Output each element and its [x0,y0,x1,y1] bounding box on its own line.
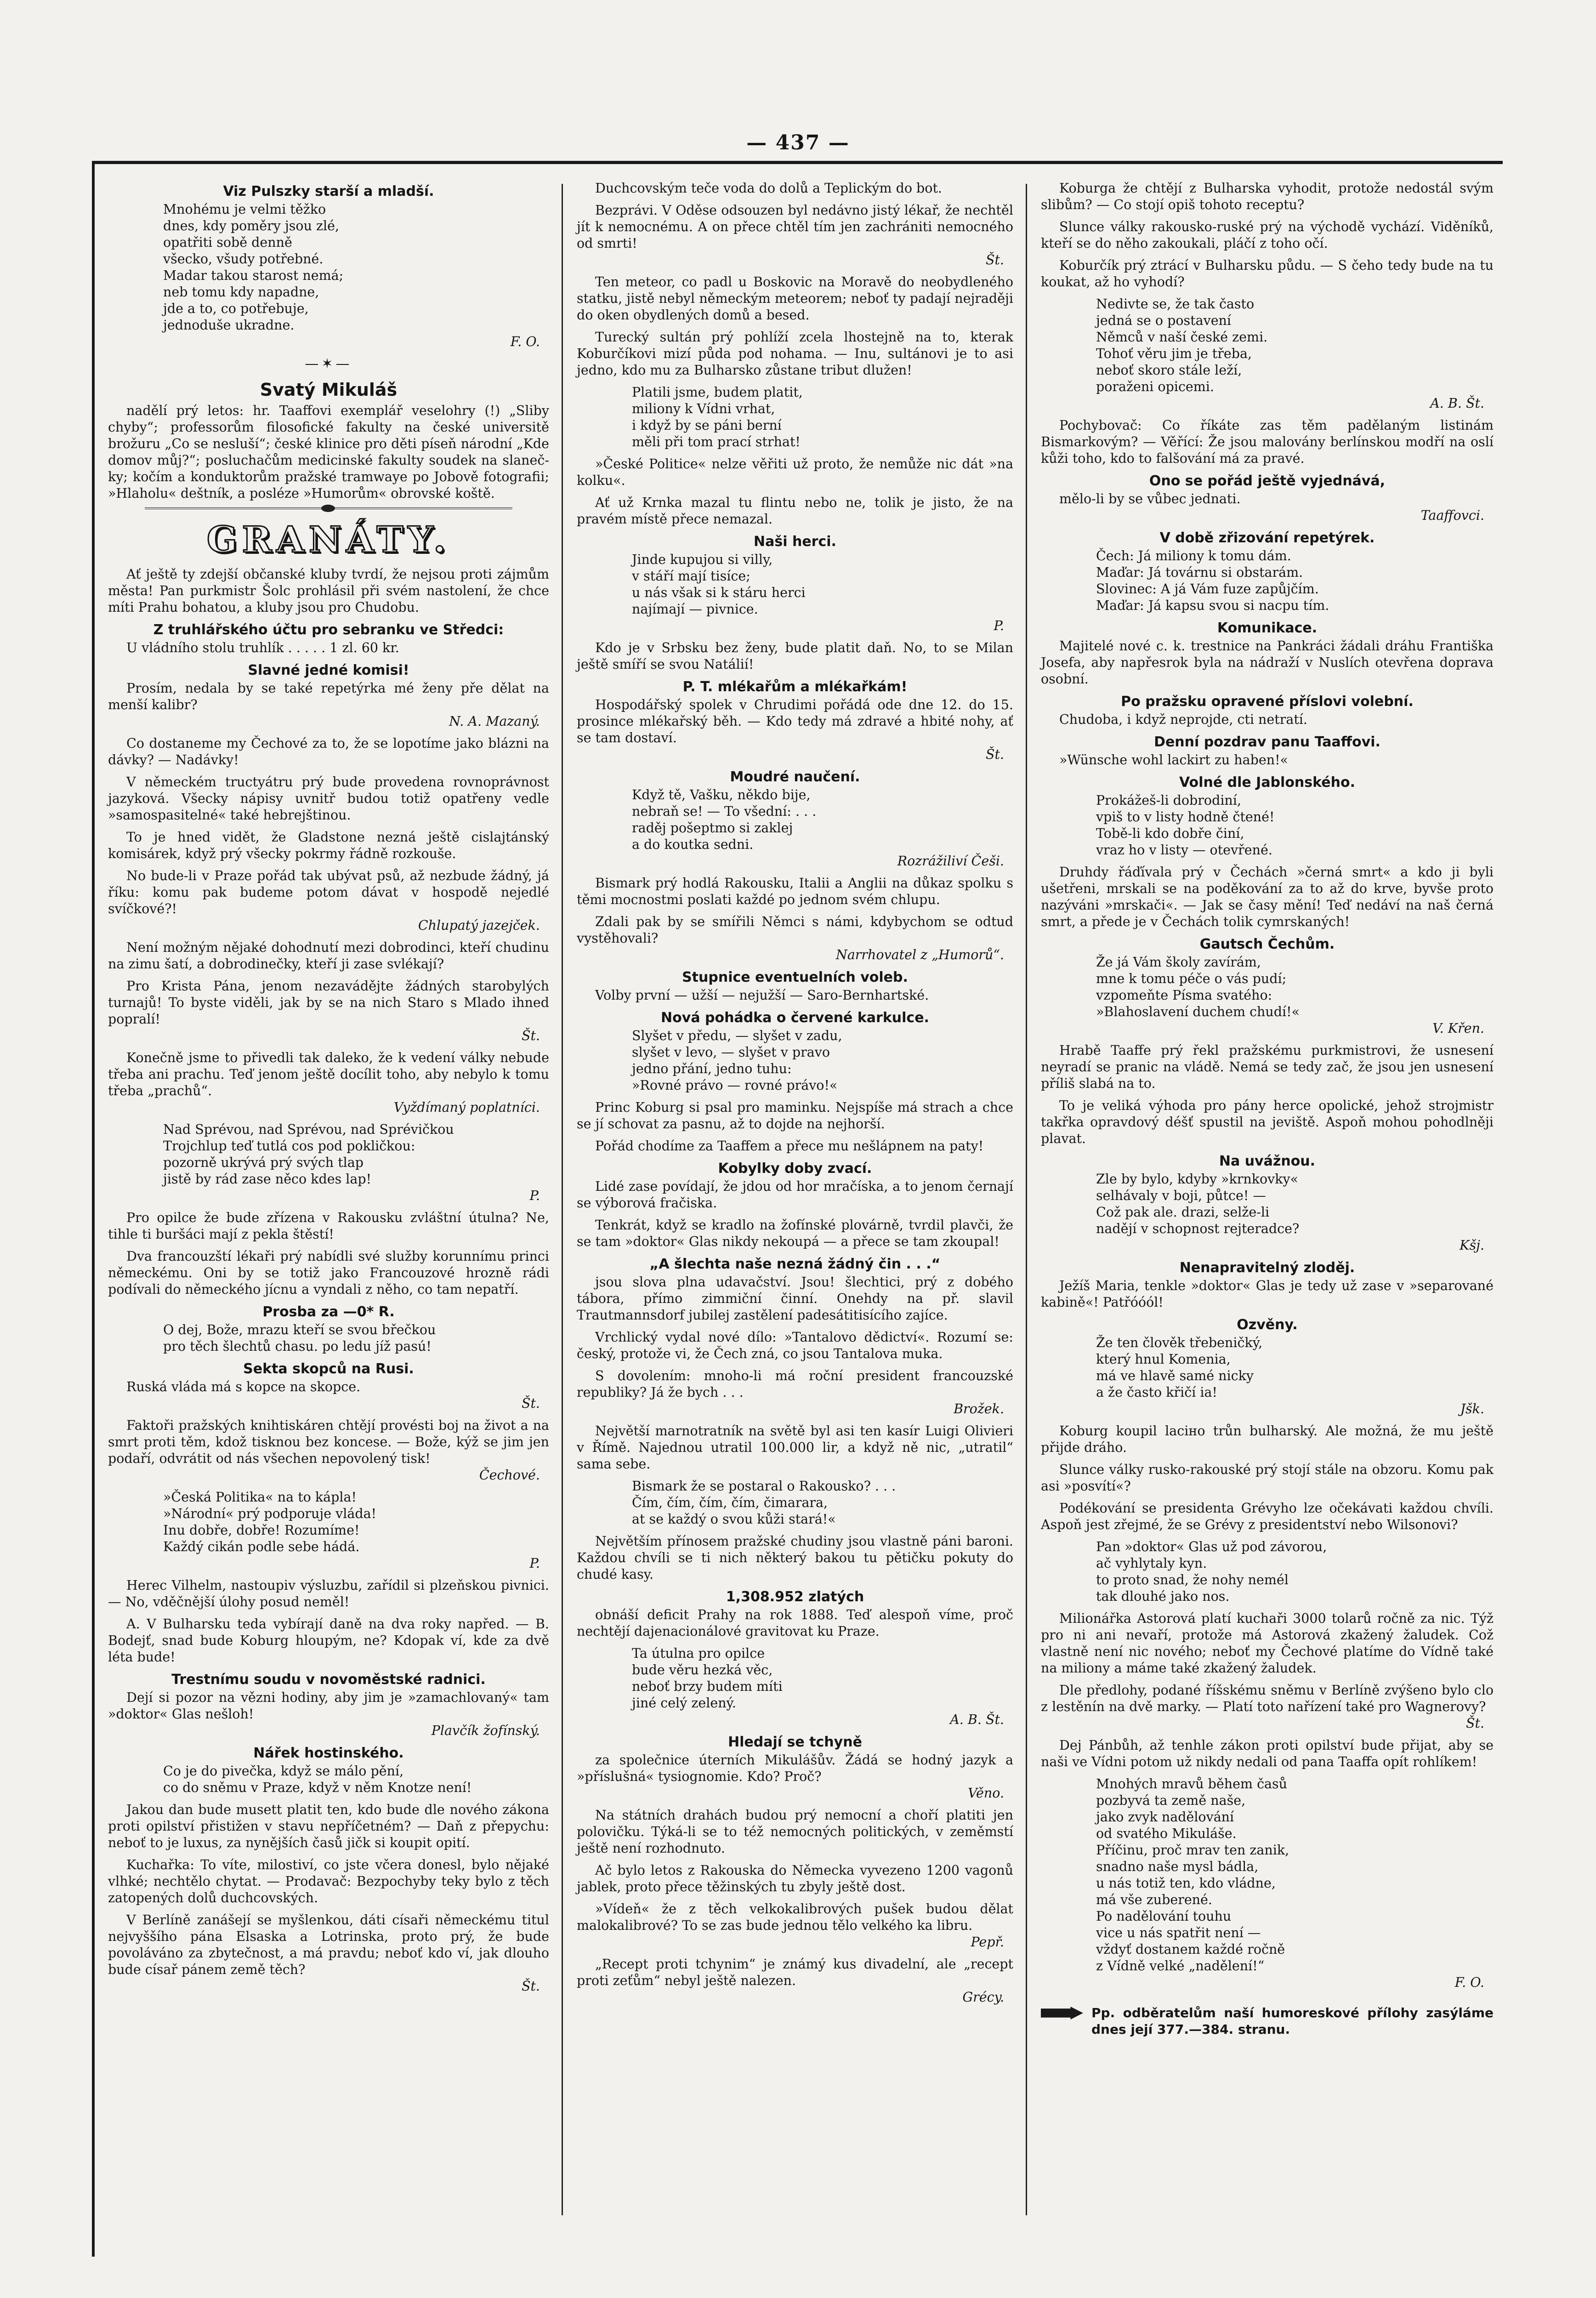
article-text: Dle předlohy, podané říšskému sněmu v Berlíně zvýšeno bylo clo z lestěnín na dvě marky. — Platí toto nařízení také pro Wagnerovy? [1041,1683,1494,1714]
article-text: Není možným nějaké dohodnutí mezi dobrodinci, kteří chudinu na zimu šatí, a dobrodinečky, kteří ji zase svlékají? [108,940,549,972]
article-item [577,1368,1013,1417]
article-item [1041,180,1494,213]
article-verse: Čech: Já miliony k tomu dám. Maďar: Já továrnu si obstarám. Slovinec: A já Vám fuze zapůjčím. Maďar: Já kapsu svou si nacpu tím. [1096,548,1329,613]
pointing-hand-icon [1041,2007,1083,2019]
article-text: Hrabě Taaffe prý řekl pražskému purkmistrovi, že usnesení neyradí se pranic na vládě. Nemá se tedy zač, že jsou jen usnesení příliš slabá na to. [1041,1043,1494,1091]
article-text: Druhdy řáďívala prý v Čechách »černá smrt« a kdo ji byli ušetřeni, mrskali se na poděkování za to až do krve, byvše proto nazýváni »mrskači«. — Jak se časy mění! Teď nedáví na naš černá smrt, a přede je v Čechách tolik cymrskaných! [1041,865,1494,929]
article-item [577,180,1013,197]
article-text: jsou slova plna udavačství. Jsou! šlechtici, prý z dobého tábora, přímo zimmiční činní. Onehdy na př. slavil Trautmannsdorf jubilej zastělení padesátitisícího zajíce. [577,1274,1013,1323]
article-signature: Brožek. [954,1401,1004,1416]
article-text: Prosím, nedala by se také repetýrka mé ženy pře dělat na menší kalibr? [108,681,549,712]
article-text: Konečně jsme to přivedli tak daleko, že k vedení války nebude třeba ani prachu. Teď jenom ještě docílit toho, aby nebylo k tomu třeba „prachů“. [108,1050,549,1098]
article-heading: Viz Pulszky starší a mladší. [223,183,434,199]
article-text: Jakou dan bude musett platit ten, kdo bude dle nového zákona proti opilství přistižen v stavu nepříčetném? — Daň z přepychu: neboť to je luxus, za nynějších časů jičk si koupit opití. [108,1802,549,1850]
article-text: Chudoba, i když neprojde, cti netratí. [1059,712,1307,727]
article-text: Bismark prý hodlá Rakousku, Italii a Anglii na důkaz spolku s těmi mocnostmi poslati každé po jednom svém chlupu. [577,876,1013,907]
article-text: Největší marnotratník na světě byl asi ten kasír Luigi Olivieri v Římě. Najednou utratil 100.000 lir, a když ně nic, „utratil“ sama sebe. [577,1423,1013,1472]
article-item [108,939,549,973]
article-verse: Platili jsme, budem platit, miliony k Vídni vrhat, i když by se páni berní měli při tom prací strhat! [632,385,803,449]
article-signature: A. B. Št. [1430,396,1484,411]
article-text: Dva francouzští lékaři prý nabídli své služby korunnímu princi německému. Oni by se totiž jako Francouzové hrozně rádi podívali do německého jícnu a vyndali z něho, co tam nepatří. [108,1249,549,1297]
article-verse: Mnohému je velmi těžko dnes, kdy poměry jsou zlé, opatřiti sobě denně všecko, všudy potřebné. Madar takou starost nemá; neb tomu kdy napadne, jde a to, co potřebuje, jednoduše ukradne. [163,202,344,333]
article-text: Turecký sultán prý pohlíží zcela lhostejně na to, kterak Koburčíkovi mizí půda pod nohama. — Inu, sultánovi je to asi jedno, kdo mu za Bulharsko zůstane tribut dlužen! [577,330,1013,378]
article-signature: Taaffovci. [1420,508,1484,523]
article-text: Lidé zase povídají, že jdou od hor mračíska, a to jenom černají se výborová fračiska. [577,1179,1013,1211]
article-text: Milionářka Astorová platí kuchaři 3000 tolarů ročně za nic. Týž pro ni ani nevaří, protože má Astorová zkažený žaludek. Což vlastně není nic nového; neboť my Čechové platíme do Vídně také na miliony a máme také zkažený žaludek. [1041,1611,1494,1676]
article-signature: A. B. Št. [950,1712,1004,1727]
article-item [108,978,549,1044]
article-item [1041,257,1494,290]
article-item [577,1645,1013,1728]
article-text: S dovolením: mnoho-li má roční president francouzské republiky? Já že bych . . . [577,1368,1013,1400]
article-verse: Jinde kupujou si villy, v stáří mají tisíce; u nás však si k stáru herci najímají — pivnice. [632,552,806,617]
article-text: Tenkrát, když se kradlo na žofínské plovárně, tvrdil plavči, že se tam »doktor« Glas nikdy nekoupá — a přece se tam zkoupal! [577,1217,1013,1249]
article-heading: Slavné jedné komisi! [248,662,409,678]
article-signature: Pepř. [971,1934,1004,1950]
article-item [577,678,1013,763]
article-item [1041,2005,1494,2038]
article-item [108,1210,549,1243]
article-text: Vrchlický vydal nové dílo: »Tantalovo dědictví«. Rozumí se: český, protože vi, že Čech zná, co jsou Tantalova muka. [577,1330,1013,1361]
article-verse: Nad Sprévou, nad Sprévou, nad Sprévičkou Trojchlup teď tutlá cos pod pokličkou: pozorně ukrývá prý svých tlap jistě by rád zase něco kdes lap! [163,1122,454,1187]
article-item [1041,864,1494,930]
article-item [577,1956,1013,2006]
article-text: mělo-li by se vůbec jednati. [1059,491,1241,506]
article-item [108,662,549,730]
article-text: A. V Bulharsku teda vybírají daně na dva roky napřed. — B. Bodejť, snad bude Koburg hloupým, ne? Kdopak ví, kde za dvě léta bude! [108,1616,549,1665]
article-text: »České Politice« nelze věřiti už proto, že nemůže nic dát »na kolku«. [577,456,1013,488]
article-item [577,1160,1013,1212]
article-heading: Denní pozdrav panu Taaffovi. [1154,734,1380,750]
article-item [577,969,1013,1004]
article-item [577,1901,1013,1951]
article-item [577,1009,1013,1094]
article-signature: Grécy. [962,1990,1004,2005]
article-verse: Když tě, Vašku, někdo bije, nebraň se! — To všední: . . . raděj pošeptmo si zaklej a do koutka sedni. [632,787,817,852]
article-item [1041,1610,1494,1677]
article-item [577,533,1013,634]
article-heading: Ono se pořád ještě vyjednává, [1149,473,1386,489]
article-item [577,1138,1013,1155]
article-text: Ač bylo letos z Rakouska do Německa vyvezeno 1200 vagonů jablek, proto přece těžinských tu zbyly ještě dost. [577,1863,1013,1894]
article-heading: Volné dle Jablonského. [1179,774,1355,791]
article-signature: P. [529,1556,540,1571]
article-text: Slunce války rakousko-ruské prý na východě vychází. Viděníků, kteří se do něho zakoukali, pláčí z toho očí. [1041,219,1494,251]
article-item [1041,620,1494,688]
article-item [1041,296,1494,412]
article-item [577,202,1013,268]
article-item [577,329,1013,379]
article-verse: Nedivte se, že tak často jedná se o postavení Němců v naší české zemi. Tohoť věru jim je třeba, neboť skoro stále leží, poraženi opicemi. [1096,296,1268,394]
article-item [108,1489,549,1572]
article-text: Princ Koburg si psal pro maminku. Nejspíše má strach a chce se jí schovat za pasnu, až to dojde na nejhorší. [577,1100,1013,1132]
article-text: Ať ještě ty zdejší občanské kluby tvrdí, že nejsou proti zájmům města! Pan purkmistr Šolc prohlásil při svém nastolení, že chce míti Prahu bohatou, a kluby jsou pro Chudobu. [108,567,549,615]
article-verse: Co je do pivečka, když se málo pění, co do sněmu v Praze, když v něm Knotze není! [163,1763,472,1795]
article-signature: N. A. Mazaný. [449,714,540,729]
article-item [108,507,549,561]
article-item [577,274,1013,324]
article-heading: Naši herci. [754,534,836,550]
column-2 [577,180,1013,2011]
article-item [577,456,1013,489]
article-item [577,384,1013,450]
column-rule [1026,184,1027,2215]
article-signature: Plavčík žofínský. [431,1723,540,1738]
article-item [108,1671,549,1739]
column-rule [562,184,563,2215]
ornament-divider: —✶— [305,356,352,372]
article-text: Dejí si pozor na vězni hodiny, aby jim je »zamachlovaný« tam »doktor« Glas nešloh! [108,1690,549,1722]
article-text: »Vídeň« že z těch velkokalibrových pušek budou dělat malokalibrové? To se zas bude jednou tělo velkého ka libru. [577,1901,1013,1933]
article-heading: Nenapravitelný zloděj. [1179,1260,1355,1276]
article-text: nadělí prý letos: hr. Taaffovi exemplář veselohry (!) „Sliby chyby“; professorům filosofické fakulty na české universitě brožuru „Co se nesluší“; české klinice pro děti píseň národní „Kde domov můj?“; posluchačům medicinské fakulty soudek na slanečky; kočím a konduktorům pražské tramwaye po Jobově fotografii; »Hlaholu« deštník, a posléze »Humorům« obrovské koště. [108,403,549,501]
article-text: Pro Krista Pána, jenom nezavádějte žádných starobylých turnajů! To byste viděli, jak by se na nich Staro s Mlado ihned popralí! [108,978,549,1027]
article-item [577,1329,1013,1362]
article-signature: Št. [521,1396,540,1411]
column-1 [108,180,549,2000]
article-verse: »Česká Politika« na to kápla! »Národní« prý podporuje vláda! Inu dobře, dobře! Rozumíme! Každý cikán podle sebe hádá. [163,1490,377,1554]
article-text: Duchcovským teče voda do dolů a Teplickým do bot. [595,181,942,196]
article-text: Pochybovač: Co říkáte zas těm padělaným listinám Bismarkovým? — Věřící: Že jsou malovány berlínskou modří na oslí kůži toho, kdo to falšování má za pravé. [1041,418,1494,466]
article-item [108,1616,549,1666]
article-item [1041,219,1494,252]
article-heading: Gautsch Čechům. [1199,936,1335,952]
article-signature: V. Křen. [1432,1021,1484,1036]
article-item [577,875,1013,908]
article-heading: V době zřizování repetýrek. [1159,530,1375,546]
article-text: Pořád chodíme za Taaffem a přece mu nešlápnem na paty! [595,1138,984,1154]
article-item [577,1862,1013,1895]
article-item [108,1360,549,1412]
article-item [108,1303,549,1355]
article-heading: Trestnímu soudu v novoměstské radnici. [171,1672,486,1688]
article-signature: Jšk. [1460,1401,1484,1416]
article-text: Faktoři pražských knihtiskáren chtějí provésti boj na život a na smrt proti těm, kdož tisknou bez koncese. — Bože, kýž se jim jen podaří, odvrátit od nás všechen nepovolený tisk! [108,1418,549,1466]
article-verse: Že já Vám školy zavírám, mne k tomu péče o vás pudí; vzpomeňte Písma svatého: »Blahoslavení duchem chudí!« [1096,955,1300,1019]
article-item [1041,734,1494,768]
article-signature: Věno. [968,1786,1004,1801]
article-signature: Št. [521,1028,540,1043]
article-signature: Št. [985,747,1004,762]
article-text: To je hned vidět, že Gladstone nezná ještě cislajtánský komisárek, když prý všecky pokrmy řádně rozkouše. [108,830,549,861]
article-signature: Vyždímaný poplatníci. [393,1100,540,1115]
article-item [108,1121,549,1204]
article-item [577,1807,1013,1857]
article-heading: P. T. mlékařům a mlékařkám! [682,679,908,695]
subscriber-notice-text: Pp. odběratelům naší humoreskové přílohy zasýláme dnes její 377.—384. stranu. [1091,2005,1494,2037]
article-signature: P. [529,1188,540,1203]
article-heading: Nářek hostinského. [253,1745,404,1761]
article-text: No bude-li v Praze pořád tak ubývat psů, až nezbude žádný, já říku: komu pak budeme potom dávat v hospodě nejedlé svíčkové?! [108,868,549,916]
article-heading: Po pražsku opravené příslovi volební. [1121,694,1414,710]
article-item [1041,774,1494,859]
article-item [1041,1316,1494,1417]
article-item [577,640,1013,673]
article-item [1041,1682,1494,1732]
article-item [108,1857,549,1906]
section-title: GRANÁTY. [206,519,451,561]
article-text: Koburčík prý ztrácí v Bulharsku půdu. — S čeho tedy bude na tu koukat, až ho vyhodí? [1041,258,1494,290]
article-heading: Hledají se tchyně [728,1734,862,1750]
article-text: V Berlíně zanášejí se myšlenkou, dáti císaři německému titul nejvyššího pána Elsaska a Lotrinska, proto prý, že bude povoláváno za zbytečnost, a má pravdu; neboť kdo ví, jak dlouho bude císař pánem země těch? [108,1912,549,1977]
article-item [1041,1500,1494,1533]
article-item [577,1588,1013,1640]
article-heading: Moudré naučení. [730,769,860,785]
article-item [108,735,549,768]
article-item [108,829,549,862]
article-text: Slunce války rusko-rakouské prý stojí stále na obzoru. Komu pak asi »posvítí«? [1041,1462,1494,1494]
article-heading: Kobylky doby zvací. [718,1160,872,1177]
article-heading: Komunikace. [1217,620,1318,636]
article-item [577,1423,1013,1473]
article-item [108,1417,549,1484]
article-item [108,379,549,502]
article-item [108,1745,549,1796]
article-item [108,1577,549,1610]
article-item [577,1478,1013,1528]
article-text: Co dostaneme my Čechové za to, že se lopotíme jako blázni na dávky? — Nadávky! [108,736,549,768]
article-item [108,868,549,934]
article-item [108,1050,549,1116]
article-item [1041,529,1494,614]
article-text: Pro opilce že bude zřízena v Rakousku zvláštní útulna? Ne, tihle ti buršáci mají z pekla štěstí! [108,1210,549,1242]
article-text: Ať už Krnka mazal tu flintu nebo ne, tolik je jisto, že na pravém místě přece nemazal. [577,495,1013,527]
article-text: Ježíš Maria, tenkle »doktor« Glas je tedy už zase v »separované kabině«! Patřóóól! [1041,1278,1494,1310]
article-text: Na státních drahách budou prý nemocní a choří platiti jen polovičku. Týká-li se to též nemocných politických, v zeměmstí ještě není rozhodnuto. [577,1808,1013,1856]
article-item [1041,417,1494,467]
article-item [1041,1737,1494,1770]
article-signature: Narrhovatel z „Humorů“. [835,947,1004,962]
article-text: Majitelé nové c. k. trestnice na Pankráci žádali dráhu Františka Josefa, aby napřesrok byla na nádraží v Nuslích otevřena doprava osobní. [1041,638,1494,687]
article-text: Koburg koupil laciно trůn bulharský. Ale možná, že mu ještě přijde dráho. [1041,1423,1494,1455]
article-heading: Stupnice eventuelních voleb. [682,969,908,985]
article-heading: Na uvážnou. [1219,1153,1316,1169]
article-verse: Bismark že se postaral o Rakousko? . . . Čím, čím, čím, čím, čimarara, at se každý o svou kůži stará!« [632,1479,896,1527]
subscriber-notice [1041,2005,1494,2038]
article-signature: Št. [1465,1716,1484,1731]
article-text: Kuchařka: To víte, milostiví, co jste včera donesl, bylo nějaké vlhké; nechtělo chytat. — Prodavač: Bezpochyby teky bylo z těch zatopených dolů duchcovských. [108,1857,549,1906]
article-item [1041,1462,1494,1495]
article-signature: F. O. [510,334,540,349]
article-item [1041,936,1494,1037]
article-heading: 1,308.952 zlatých [726,1589,864,1605]
article-heading: Nová pohádka o červené karkulce. [661,1010,929,1026]
article-verse: Ta útulna pro opilce bude věru hezká věc, neboť brzy budem míti jiné celý zelený. [632,1646,783,1711]
article-heading: Svatý Mikuláš [260,380,398,400]
article-signature: Št. [985,252,1004,267]
article-item [1041,693,1494,728]
article-item [1041,1153,1494,1254]
article-signature: Čechové. [479,1468,540,1483]
article-item [108,183,549,350]
article-item [108,1912,549,1995]
article-verse: Pan »doktor« Glas už pod závorou, ač vyhlytaly kyn. to proto snad, že nohy nemél tak dlouhé jako nos. [1096,1539,1327,1604]
article-item [577,1217,1013,1250]
article-text: Největším přínosem pražské chudiny jsou vlastně páni baroni. Každou chvíli se ti nich některý bakou tu pětičku pokuty do chudé kasy. [577,1534,1013,1582]
article-signature: Kšj. [1460,1238,1484,1253]
article-item [108,566,549,616]
article-verse: Že ten člověk třebeničký, který hnul Komenia, má ve hlavě samé nicky a že často křičí ia! [1096,1335,1263,1400]
article-text: Koburga že chtějí z Bulharska vyhodit, protože nedostál svým slibům? — Co stojí opiš tohoto receptu? [1041,181,1494,212]
article-item [108,1802,549,1851]
article-text: obnáší deficit Prahy na rok 1888. Teď alespoň víme, proč nechtějí dajenacionálové gravitovat ku Praze. [577,1607,1013,1639]
article-item [1041,1539,1494,1605]
article-text: Zdali pak by se smířili Němci s námi, kdybychom se odtud vystěhovali? [577,914,1013,946]
article-heading: Z truhlářského účtu pro sebranku ve Středci: [153,622,504,638]
article-text: Bezprávi. V Oděse odsouzen byl nedávno jistý lékař, že nechtěl jít k nemocnému. A on přece chtěl tím jen zachrániti nemocného od smrti! [577,203,1013,251]
article-heading: „A šlechta naše nezná žádný čin . . .“ [649,1256,941,1272]
article-signature: Št. [521,1979,540,1994]
article-item [577,914,1013,963]
article-heading: Prosba za —0* R. [262,1304,395,1320]
article-signature: P. [994,618,1004,633]
article-item [577,1256,1013,1324]
article-item [577,768,1013,870]
page-number: — 437 — [746,131,850,154]
article-item [108,1248,549,1298]
article-text: Podékování se presidenta Grévyho lze očekávati každou chvíli. Aspoň jest zřejmé, že se Grévy z presidentství nebo Wilsonovi? [1041,1501,1494,1532]
article-item [577,1533,1013,1583]
article-signature: F. O. [1454,1975,1484,1990]
article-item [1041,1423,1494,1456]
article-text: Dej Pánbůh, až tenhle zákon proti opilství bude přijat, aby se naši ve Vídni potom už nikdy nedali od pana Taaffa opít rohlíkem! [1041,1738,1494,1769]
article-item [1041,1042,1494,1092]
column-3 [1041,180,1494,2043]
article-item [577,495,1013,528]
article-heading: Ozvěny. [1237,1317,1298,1333]
article-item [1041,1259,1494,1311]
article-item [108,774,549,824]
article-verse: Zle by bylo, kdyby »krnkovky« selhávaly v boji, půtce! — Což pak ale. drazi, selže-li nadějí v schopnost rejteradce? [1096,1172,1300,1236]
article-text: „Recept proti tchynim“ je známý kus divadelní, ale „recept proti zeťům“ nebyl ještě nalezen. [577,1957,1013,1988]
article-text: Herec Vilhelm, nastoupiv výsluzbu, zařídil si plzeňskou pivnici. — No, vděčnější úlohy posud neměl! [108,1578,549,1610]
article-item [577,1099,1013,1132]
article-text: Ten meteor, co padl u Boskovic na Moravě do neobydleného statku, jistě nebyl německým meteorem; neboť ty padají nejraději do oken obydlených domů a besed. [577,274,1013,323]
article-text: Kdo je v Srbsku bez ženy, bude platit daň. No, to se Milan ještě smíří se svou Natálií! [577,640,1013,672]
article-item [1041,1776,1494,1991]
section-divider [145,507,512,509]
article-verse: O dej, Bože, mrazu kteří se svou břečkou pro těch šlechtů chasu. po ledu jíž pasú! [163,1322,436,1354]
article-verse: Prokážeš-li dobrodiní, vpiš to v listy hodně čtené! Tobě-li kdo dobře činí, vraz ho v listy — otevřené. [1096,793,1275,858]
article-heading: Sekta skopců na Rusi. [243,1361,414,1377]
article-text: U vládního stolu truhlík . . . . . 1 zl. 60 kr. [126,640,399,655]
article-text: To je veliká výhoda pro pány herce opolické, jehož strojmistr takřka opravdový déšť spustil na jeviště. Aspoň mohou pohodlněji plavat. [1041,1098,1494,1146]
article-verse: Slyšet v předu, — slyšet v zadu, slyšet v levo, — slyšet v pravo jedno přání, jedno tuhu: »Rovné právo — rovné právo!« [632,1028,842,1093]
article-item [1041,472,1494,524]
article-signature: Rozrážiliví Češi. [897,853,1004,869]
article-text: Ruská vláda má s kopce na skopce. [126,1379,361,1394]
article-item [1041,1098,1494,1147]
article-item [108,621,549,656]
article-signature: Chlupatý jazejček. [418,918,540,933]
article-text: za společnice úterních Mikulášův. Žádá se hodný jazyk a »příslušná« tysiognomie. Kdo? Proč? [577,1752,1013,1784]
article-text: V německém tructyátru prý bude provedena rovnoprávnost jazyková. Všecky nápisy uvnitř budou totiž opatřeny vedle »samospasitelné« také hebrejštinou. [108,774,549,823]
article-text: »Wünsche wohl lackirt zu haben!« [1059,752,1288,768]
article-item [577,1734,1013,1802]
article-text: Volby první — užší — nejužší — Saro-Bernhartské. [595,988,929,1003]
article-verse: Mnohých mravů během časů pozbyvá ta země naše, jako zvyk nadělování od svatého Mikuláše. Příčinu, proč mrav ten zanik, snadno naše mysl bádla, u nás totiž ten, kdo vládne, má vše zuberené. Po nadělování touhu vice u nás spatřit není — vždyť dostanem každé ročně z Vídně velké „nadělení!“ [1096,1776,1289,1974]
article-text: Hospodářský spolek v Chrudimi pořádá ode dne 12. do 15. prosince mlékařský běh. — Kdo tedy má zdravé a hbité nohy, ať se tam dostaví. [577,697,1013,745]
